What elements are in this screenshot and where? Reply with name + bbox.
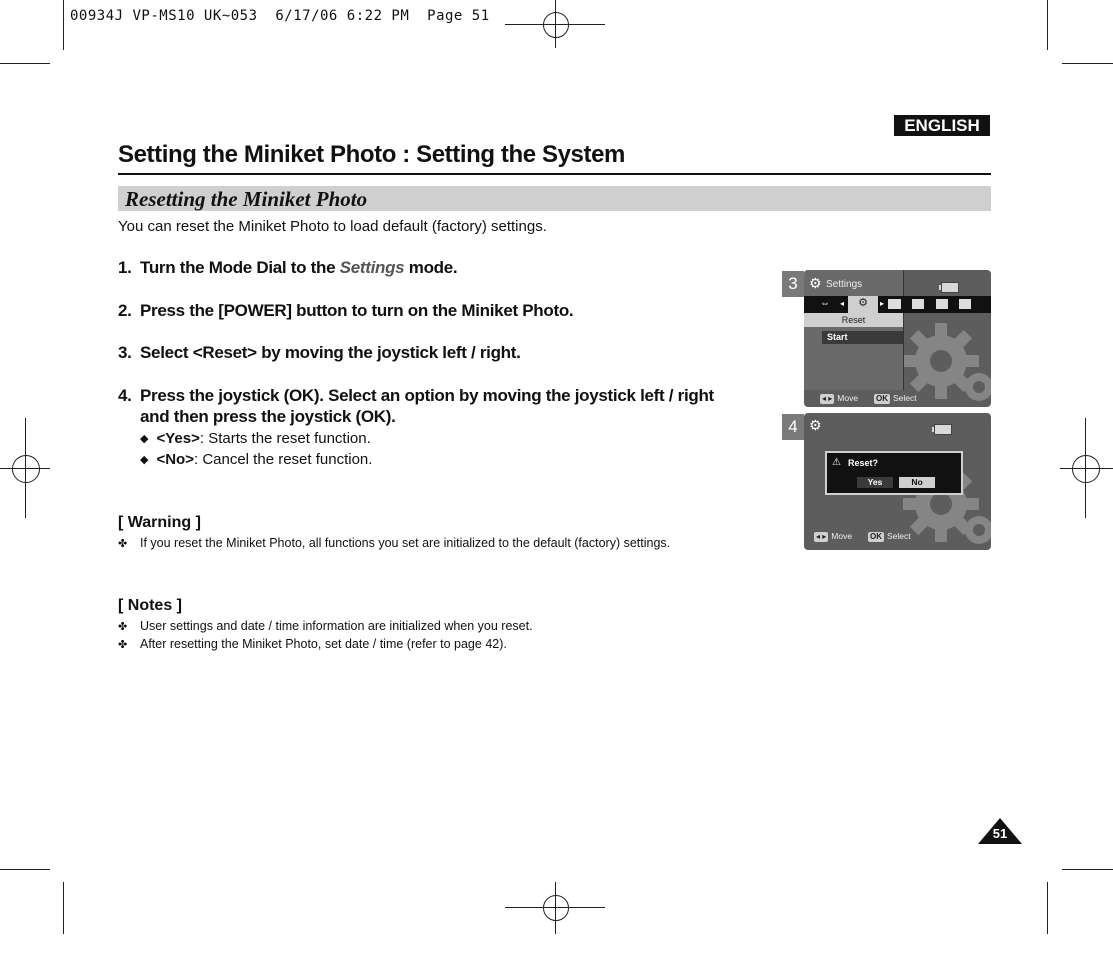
move-hint-label: Move bbox=[837, 393, 859, 403]
step-text: Press the [POWER] button to turn on the Miniket Photo. bbox=[140, 301, 574, 320]
step-text: Turn the Mode Dial to the bbox=[140, 258, 340, 277]
warning-item bbox=[118, 536, 670, 550]
sub-option-start[interactable]: Start bbox=[822, 331, 903, 344]
joystick-icon: ◂ ▸ bbox=[816, 532, 827, 541]
cross-bullet-icon: ✤ bbox=[118, 538, 128, 550]
ok-key-icon: OK bbox=[870, 532, 882, 541]
title-rule bbox=[118, 173, 991, 175]
diamond-bullet-icon: ◆ bbox=[140, 433, 149, 445]
move-hint bbox=[820, 393, 858, 404]
section-title: Resetting the Miniket Photo bbox=[125, 187, 368, 211]
step-4 bbox=[118, 386, 714, 406]
menu-title: Settings bbox=[826, 279, 863, 290]
lcd-screen-3 bbox=[804, 270, 991, 407]
option-desc: : Cancel the reset function. bbox=[193, 451, 373, 468]
step-number: 1. bbox=[118, 258, 132, 277]
option-desc: : Starts the reset function. bbox=[199, 430, 371, 447]
dialog-title: Reset? bbox=[848, 458, 879, 468]
reset-dialog bbox=[825, 451, 963, 495]
warning-icon: ⚠ bbox=[832, 457, 841, 468]
step-1 bbox=[118, 258, 457, 278]
step-number: 2. bbox=[118, 301, 132, 320]
select-hint bbox=[874, 393, 917, 404]
date-menu-icon[interactable] bbox=[936, 299, 948, 309]
note-item bbox=[118, 637, 507, 651]
notes-heading: [ Notes ] bbox=[118, 597, 182, 614]
step-text: and then press the joystick (OK). bbox=[140, 407, 396, 426]
ok-key-icon: OK bbox=[876, 394, 888, 403]
file-menu-icon[interactable]: ⇔ bbox=[820, 298, 830, 309]
cross-bullet-icon: ✤ bbox=[118, 639, 128, 651]
selected-menu-item[interactable]: Reset bbox=[804, 313, 903, 327]
move-hint-label: Move bbox=[831, 531, 853, 541]
note-item bbox=[118, 619, 533, 633]
arrow-left-icon: ◂ bbox=[840, 299, 845, 308]
note-text: After resetting the Miniket Photo, set date / time (refer to page 42). bbox=[140, 637, 507, 651]
step-text: Press the joystick (OK). Select an option by moving the joystick left / right bbox=[140, 386, 714, 405]
intro-text: You can reset the Miniket Photo to load default (factory) settings. bbox=[118, 218, 547, 235]
warning-heading: [ Warning ] bbox=[118, 514, 201, 531]
step-text-end: mode. bbox=[404, 258, 458, 277]
select-hint-label: Select bbox=[887, 531, 911, 541]
no-button[interactable]: No bbox=[899, 477, 935, 488]
option-no bbox=[140, 451, 372, 468]
reset-menu-icon[interactable]: ⚙ bbox=[848, 296, 878, 313]
menu-icon-strip[interactable] bbox=[804, 296, 991, 313]
diamond-bullet-icon: ◆ bbox=[140, 454, 149, 466]
move-hint bbox=[814, 531, 852, 542]
arrow-right-icon: ▸ bbox=[880, 299, 885, 308]
warning-text: If you reset the Miniket Photo, all functions you set are initialized to the default (factory) settings. bbox=[140, 536, 671, 550]
battery-icon bbox=[941, 282, 959, 293]
step-number: 4. bbox=[118, 386, 132, 405]
lcd-screen-4 bbox=[804, 413, 991, 550]
note-text: User settings and date / time information are initialized when you reset. bbox=[140, 619, 533, 633]
joystick-icon: ◂ ▸ bbox=[822, 394, 833, 403]
step-3 bbox=[118, 343, 521, 363]
step-text: Select <Reset> by moving the joystick left / right. bbox=[140, 343, 521, 362]
section-bar bbox=[118, 186, 991, 211]
print-header: 00934J VP-MS10 UK~053 6/17/06 6:22 PM Page 51 bbox=[70, 8, 490, 24]
settings-gear-icon: ⚙ bbox=[809, 417, 822, 433]
page-number: 51 bbox=[992, 826, 1008, 841]
screen-3-step-label: 3 bbox=[782, 271, 804, 297]
step-number: 3. bbox=[118, 343, 132, 362]
step-4-continued bbox=[140, 407, 396, 427]
option-key: <Yes> bbox=[156, 430, 200, 447]
language-menu-icon[interactable] bbox=[912, 299, 924, 309]
settings-gear-icon: ⚙ bbox=[809, 275, 822, 291]
option-key: <No> bbox=[156, 451, 194, 468]
select-hint bbox=[868, 531, 911, 542]
select-hint-label: Select bbox=[893, 393, 917, 403]
yes-button[interactable]: Yes bbox=[857, 477, 893, 488]
clock-menu-icon[interactable] bbox=[959, 299, 971, 309]
cross-bullet-icon: ✤ bbox=[118, 621, 128, 633]
screen-4-step-label: 4 bbox=[782, 414, 804, 440]
battery-icon bbox=[934, 424, 952, 435]
usb-menu-icon[interactable] bbox=[888, 299, 901, 309]
option-yes bbox=[140, 430, 371, 447]
language-badge: ENGLISH bbox=[894, 115, 990, 136]
page-title: Setting the Miniket Photo : Setting the System bbox=[118, 141, 625, 168]
mode-name: Settings bbox=[339, 258, 405, 277]
step-2 bbox=[118, 301, 573, 321]
